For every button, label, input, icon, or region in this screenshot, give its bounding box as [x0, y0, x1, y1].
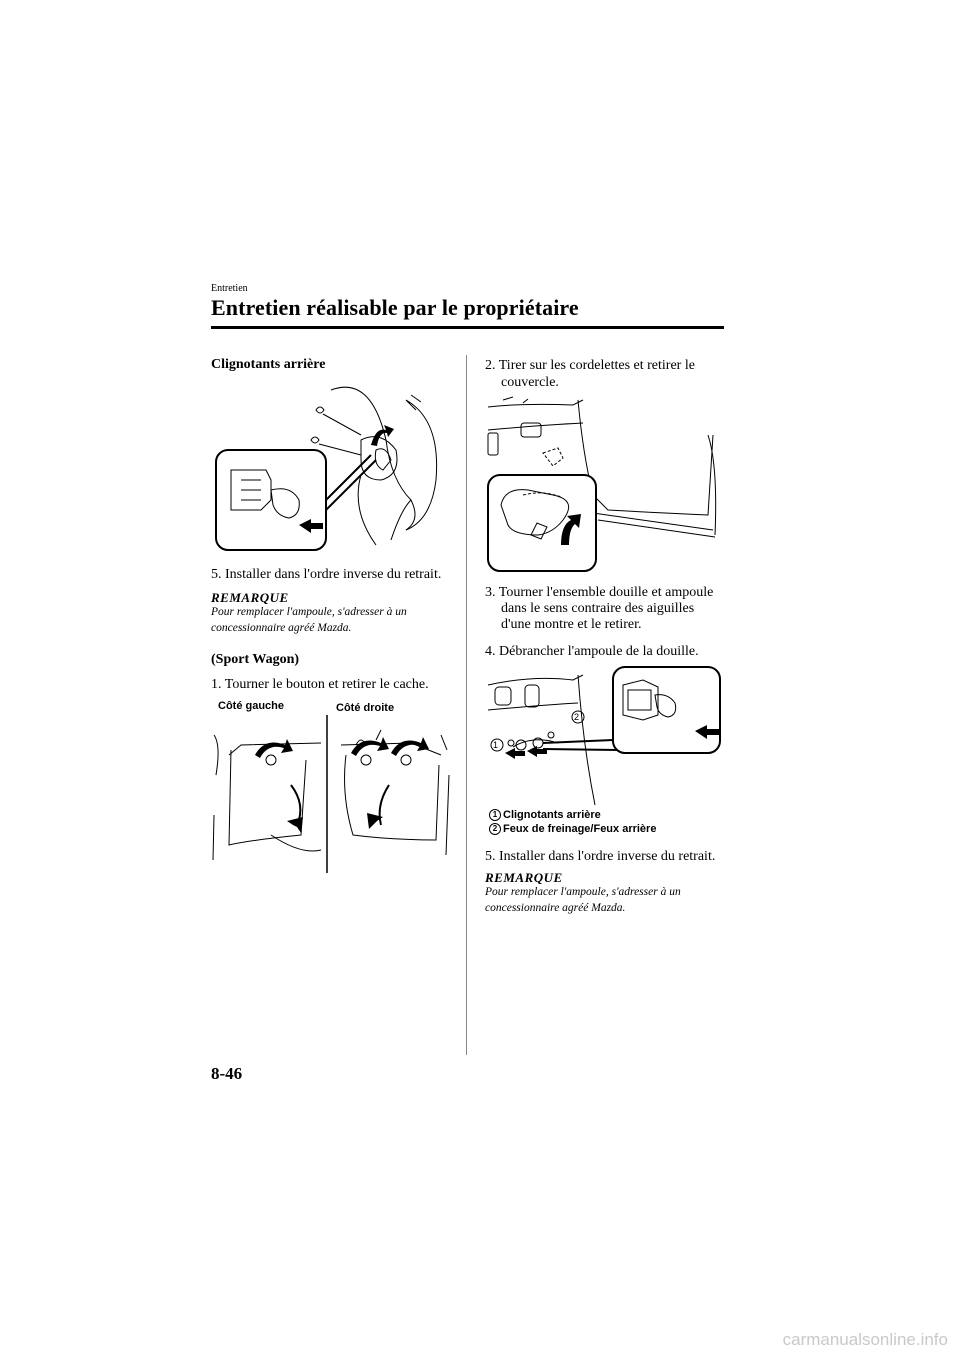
callout-1-marker: 1 — [493, 740, 499, 750]
legend-label-2: Feux de freinage/Feux arrière — [503, 823, 657, 835]
column-divider — [466, 355, 467, 1055]
left-remarque-line2: concessionnaire agréé Mazda. — [211, 622, 352, 634]
illustration-sport-wagon-cache — [211, 715, 451, 875]
right-step3-line2: dans le sens contraire des aiguilles — [501, 601, 695, 616]
legend-item-1 — [489, 809, 601, 821]
right-remarque-label: REMARQUE — [485, 870, 563, 885]
right-step4: 4. Débrancher l'ampoule de la douille. — [485, 644, 699, 659]
left-remarque-label: REMARQUE — [211, 590, 289, 605]
header-rule — [211, 326, 724, 329]
footer-watermark[interactable]: carmanualsonline.info — [782, 1330, 948, 1349]
right-step3-line3: d'une montre et le retirer. — [501, 617, 642, 632]
right-remarque-line1: Pour remplacer l'ampoule, s'adresser à un — [485, 886, 681, 898]
right-step5: 5. Installer dans l'ordre inverse du retrait. — [485, 849, 716, 864]
illustration-clignotants-arriere — [211, 380, 451, 560]
page-title: Entretien réalisable par le propriétaire — [211, 295, 579, 320]
right-step2-line1: 2. Tirer sur les cordelettes et retirer le — [485, 358, 695, 373]
heading-clignotants: Clignotants arrière — [211, 357, 326, 372]
legend-number-1: 1 — [489, 809, 501, 821]
left-remarque-line1: Pour remplacer l'ampoule, s'adresser à un — [211, 606, 407, 618]
illustration-douille-ampoule — [483, 665, 723, 810]
page-number: 8-46 — [211, 1064, 243, 1083]
left-step5: 5. Installer dans l'ordre inverse du retrait. — [211, 567, 442, 582]
legend-label-1: Clignotants arrière — [503, 809, 601, 821]
right-step2-line2: couvercle. — [501, 375, 559, 390]
legend-item-2 — [489, 823, 656, 835]
right-step3-line1: 3. Tourner l'ensemble douille et ampoule — [485, 585, 714, 600]
label-cote-gauche: Côté gauche — [218, 700, 285, 712]
callout-2-marker: 2 — [574, 712, 580, 722]
right-remarque-line2: concessionnaire agréé Mazda. — [485, 902, 626, 914]
illustration-cordelettes-couvercle — [483, 395, 723, 575]
label-cote-droite: Côté droite — [336, 702, 395, 714]
left-step1: 1. Tourner le bouton et retirer le cache. — [211, 677, 429, 692]
heading-sport-wagon: (Sport Wagon) — [211, 652, 300, 667]
section-label: Entretien — [211, 283, 248, 294]
legend-number-2: 2 — [489, 823, 501, 835]
